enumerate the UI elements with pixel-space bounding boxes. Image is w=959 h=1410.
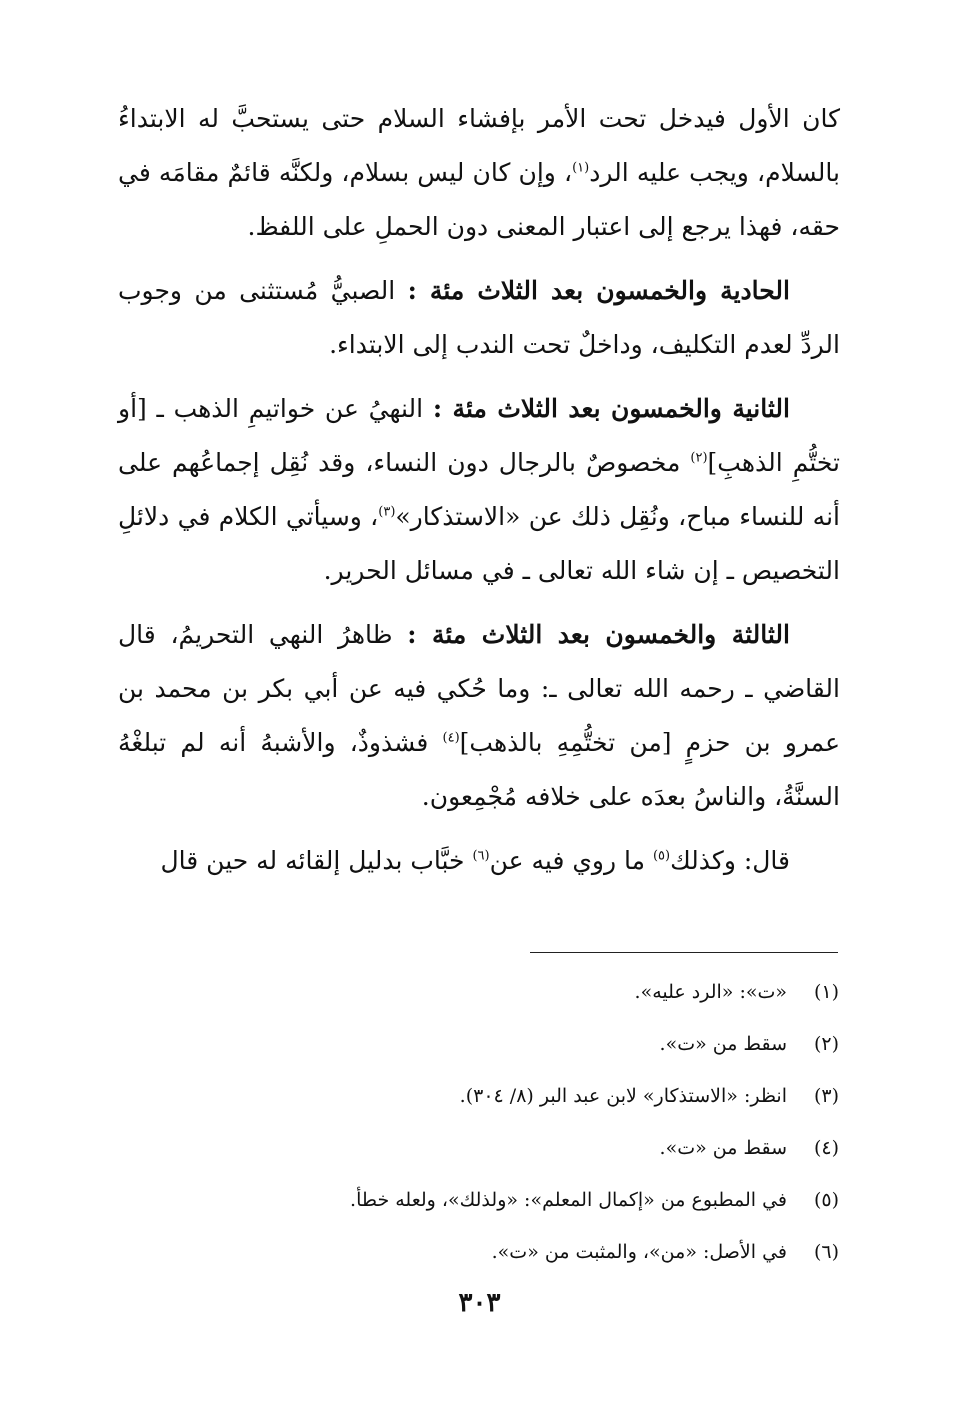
page-body: [118, 92, 840, 898]
footnote-ref: (١): [572, 160, 590, 176]
paragraph-3: [118, 382, 840, 598]
footnote-number: (٦): [813, 1241, 839, 1263]
paragraph-5: [118, 834, 840, 888]
paragraph-4: [118, 608, 840, 824]
footnote-number: (٥): [813, 1189, 839, 1211]
footnote-item: [139, 1070, 839, 1122]
footnote-ref: (٤): [442, 730, 460, 746]
paragraph-1: [118, 92, 840, 254]
footnote-text: «ت»: «الرد عليه».: [634, 981, 787, 1003]
footnote-ref: (٥): [652, 848, 671, 864]
footnote-ref: (٦): [472, 848, 490, 864]
paragraph-text: خبَّاب بدليل إلقائه له حين قال: [160, 846, 473, 875]
issue-heading: الثالثة والخمسون بعد الثلاث مئة :: [407, 620, 790, 649]
page-number: ٣٠٣: [458, 1288, 501, 1318]
footnote-text: في الأصل: «من»، والمثبت من «ت».: [491, 1241, 787, 1263]
paragraph-text: ، وإن كان ليس بسلام، ولكنَّه قائمٌ مقامَه في حقه، فهذا يرجع إلى اعتبار المعنى دون الحملِ على اللفظ.: [118, 158, 840, 241]
paragraph-text: قال: وكذلك: [670, 846, 790, 875]
footnote-item: [139, 1122, 839, 1174]
paragraph-text: كان الأول فيدخل تحت الأمر بإفشاء السلام حتى يستحبَّ له الابتداءُ بالسلام، ويجب عليه الرد: [118, 104, 840, 187]
footnote-number: (٢): [813, 1033, 839, 1055]
issue-heading: الحادية والخمسون بعد الثلاث مئة :: [407, 276, 790, 305]
footnote-text: سقط من «ت».: [659, 1033, 787, 1055]
footnote-ref: (٢): [690, 450, 708, 466]
footnote-item: [139, 1174, 839, 1226]
footnote-item: [139, 966, 839, 1018]
issue-heading: الثانية والخمسون بعد الثلاث مئة :: [432, 394, 790, 423]
footnote-item: [139, 1226, 839, 1278]
paragraph-2: [118, 264, 840, 372]
footnote-divider: [530, 952, 838, 953]
paragraph-text: ما روي فيه عن: [489, 846, 653, 875]
paragraph-text: الصبيُّ مُستثنى من وجوب الردِّ لعدم التكليف، وداخلٌ تحت الندب إلى الابتداء.: [118, 276, 840, 359]
main-text: [118, 92, 840, 888]
paragraph-text: النهيُ عن خواتيمِ الذهب ـ [أو تختُّمِ الذهبِ]: [118, 394, 840, 477]
paragraph-text: فشذوذٌ، والأشبهُ أنه لم تبلغْهُ السنَّةُ، والناسُ بعدَه على خلافه مُجْمِعون.: [118, 728, 840, 811]
footnote-number: (٤): [813, 1137, 839, 1159]
paragraph-text: ظاهرُ النهي التحريمُ، قال القاضي ـ رحمه الله تعالى ـ: وما حُكي فيه عن أبي بكر بن محمد بن عمرو بن حزمٍ [من تختُّمِهِ بالذهب]: [118, 620, 840, 757]
paragraph-text: مخصوصٌ بالرجال دون النساء، وقد نُقِل إجماعُهم على أنه للنساء مباح، ونُقِل ذلك عن «الاستذكار»: [118, 448, 840, 531]
footnote-number: (٣): [813, 1085, 839, 1107]
footnotes: [139, 966, 839, 1278]
footnote-text: سقط من «ت».: [659, 1137, 787, 1159]
footnote-number: (١): [813, 981, 839, 1003]
footnote-item: [139, 1018, 839, 1070]
footnote-ref: (٣): [378, 504, 396, 520]
paragraph-text: ، وسيأتي الكلام في دلائلِ التخصيص ـ إن شاء الله تعالى ـ في مسائل الحرير.: [118, 502, 840, 585]
footnote-text: في المطبوع من «إكمال المعلم»: «ولذلك»، ولعله خطأ.: [350, 1189, 787, 1211]
footnote-text: انظر: «الاستذكار» لابن عبد البر (٨/ ٣٠٤).: [459, 1085, 787, 1107]
